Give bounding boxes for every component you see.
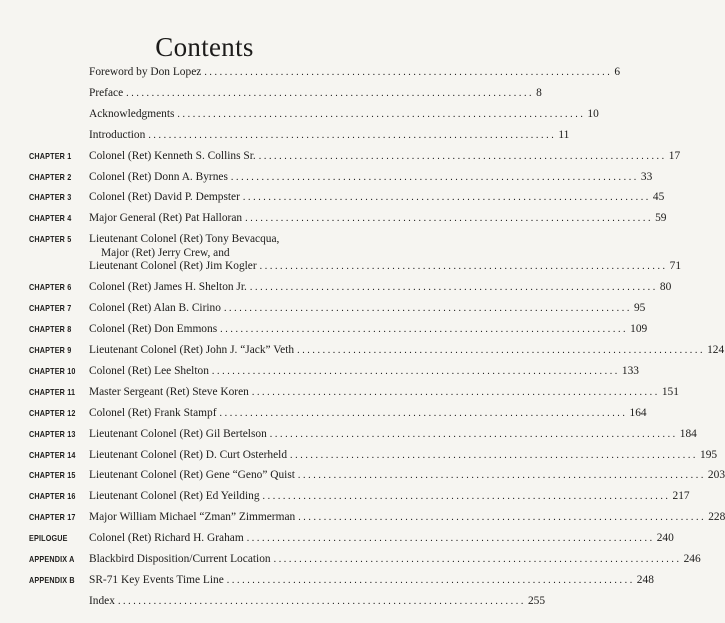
toc-page-number: 240 <box>656 532 674 545</box>
toc-entry <box>0 66 621 86</box>
toc-entry-title: Index <box>89 594 115 607</box>
toc-entry-title: Major General (Ret) Pat Halloran <box>89 212 243 225</box>
toc-entry <box>0 511 725 531</box>
toc-entry <box>0 281 672 301</box>
toc-page-number: 71 <box>669 260 682 273</box>
toc-entry-title: Foreword by Don Lopez <box>89 66 202 78</box>
toc-page-number: 195 <box>700 448 718 461</box>
toc-entry-label: CHAPTER 6 <box>29 283 72 293</box>
toc-entry-title: Lieutenant Colonel (Ret) John J. “Jack” Veth <box>89 344 295 356</box>
toc-page-number: 133 <box>621 364 639 377</box>
toc-page-number: 45 <box>652 191 665 204</box>
toc-entry <box>0 86 542 107</box>
toc-entry-title-line <box>89 594 546 608</box>
toc-entry <box>0 594 546 615</box>
toc-entry-title-line <box>89 66 621 79</box>
toc-entry-title: Lieutenant Colonel (Ret) Gil Bertelson <box>89 427 267 440</box>
toc-entry-title: SR-71 Key Events Time Line <box>89 573 224 586</box>
toc-page-number: 17 <box>668 149 681 162</box>
toc-entry <box>0 323 648 343</box>
toc-entry-title: Introduction <box>89 128 146 141</box>
toc-entry-label: CHAPTER 15 <box>29 471 76 481</box>
dot-leader: ................................................................................ <box>211 365 620 377</box>
toc-entry-title-line <box>89 385 679 399</box>
toc-entry-title-line <box>89 364 639 378</box>
dot-leader: ................................................................................ <box>117 595 526 607</box>
toc-entry-label: CHAPTER 13 <box>29 429 76 439</box>
dot-leader: ................................................................................ <box>226 574 635 586</box>
dot-leader: ................................................................................ <box>204 67 613 78</box>
toc-page-number: 6 <box>614 66 621 78</box>
toc-page-number: 151 <box>661 385 679 398</box>
toc-entry <box>0 212 667 232</box>
toc-entry-title-line <box>89 281 672 294</box>
toc-entry <box>0 191 665 211</box>
toc-entry <box>0 532 674 552</box>
dot-leader: ................................................................................ <box>148 129 557 141</box>
toc-entry-title-line <box>89 553 701 566</box>
toc-entry-title-line <box>89 107 599 121</box>
toc-page-number: 217 <box>672 490 690 503</box>
toc-entry-title: Colonel (Ret) Don Emmons <box>89 323 218 336</box>
toc-entry <box>0 427 697 448</box>
dot-leader: ................................................................................ <box>126 87 535 99</box>
toc-entry-title: Lieutenant Colonel (Ret) Tony Bevacqua, <box>89 233 280 246</box>
toc-entry-title: Lieutenant Colonel (Ret) Gene “Geno” Quist <box>89 469 295 482</box>
toc-page-number: 228 <box>708 511 725 524</box>
toc-entry-title-line <box>89 170 653 184</box>
dot-leader: ................................................................................ <box>251 386 660 398</box>
dot-leader: ................................................................................ <box>258 150 667 162</box>
toc-entry-title: Colonel (Ret) Richard H. Graham <box>89 532 244 545</box>
toc-page-number: 164 <box>629 406 647 419</box>
dot-leader: ................................................................................ <box>246 533 655 545</box>
toc-entry-title-line <box>89 344 725 357</box>
dot-leader: ................................................................................ <box>230 171 639 183</box>
dot-leader: ................................................................................ <box>298 512 707 524</box>
toc-page-number: 8 <box>536 86 542 99</box>
toc-entry-label: APPENDIX B <box>29 575 75 585</box>
toc-entry-label: CHAPTER 7 <box>29 304 72 314</box>
toc-page-number: 246 <box>683 553 701 565</box>
toc-entry-label: CHAPTER 8 <box>29 325 72 335</box>
toc-entry-label: CHAPTER 17 <box>29 513 76 523</box>
toc-entry-label: CHAPTER 14 <box>29 450 76 460</box>
toc-entry <box>0 573 654 594</box>
toc-entry-label: CHAPTER 11 <box>29 387 76 397</box>
toc-entry <box>0 385 679 406</box>
toc-entry-title: Colonel (Ret) Donn A. Byrnes <box>89 170 228 183</box>
toc-page-number: 124 <box>707 344 725 356</box>
toc-entry-label: CHAPTER 12 <box>29 408 76 418</box>
toc-entry-label: CHAPTER 5 <box>29 235 72 245</box>
toc-entry-title-line <box>89 191 665 204</box>
toc-entry-title: Lieutenant Colonel (Ret) Ed Yeilding <box>89 490 260 503</box>
toc-entry-title-line <box>89 406 647 420</box>
toc-entry-title: Blackbird Disposition/Current Location <box>89 553 271 565</box>
page-title: Contents <box>155 32 254 62</box>
toc-entry <box>0 344 725 364</box>
toc-entry <box>0 469 725 489</box>
toc-page-number: 109 <box>630 323 648 336</box>
toc-page-number: 203 <box>707 469 725 482</box>
toc-entry-title: Major (Ret) Jerry Crew, and <box>101 246 230 259</box>
toc-entry <box>0 107 599 128</box>
toc-entry-title: Lieutenant Colonel (Ret) Jim Kogler <box>89 260 257 273</box>
dot-leader: ................................................................................ <box>242 192 651 204</box>
toc-entry <box>0 233 682 273</box>
toc-entry-title: Master Sergeant (Ret) Steve Koren <box>89 385 249 398</box>
dot-leader: ................................................................................ <box>259 261 668 273</box>
toc-page-number: 184 <box>679 427 697 440</box>
dot-leader: ................................................................................ <box>297 345 706 356</box>
toc-entry-title-line <box>89 260 682 273</box>
dot-leader: ................................................................................ <box>220 324 629 336</box>
toc-entry-label: CHAPTER 9 <box>29 346 72 355</box>
toc-page-number: 95 <box>633 302 646 315</box>
toc-entry-title-line <box>89 573 654 587</box>
toc-entry-title: Major William Michael “Zman” Zimmerman <box>89 511 296 524</box>
toc-entry <box>0 364 639 385</box>
toc-entry-label: CHAPTER 4 <box>29 214 72 224</box>
dot-leader: ................................................................................ <box>262 491 671 503</box>
toc-page-number: 33 <box>640 170 653 183</box>
toc-entry <box>0 302 646 322</box>
dot-leader: ................................................................................ <box>269 428 678 440</box>
toc-entry-label: CHAPTER 3 <box>29 193 72 203</box>
toc-entry-title: Colonel (Ret) Kenneth S. Collins Sr. <box>89 149 256 162</box>
toc-entry <box>0 149 681 170</box>
toc-entry <box>0 448 718 469</box>
toc-entry-title-line <box>89 532 674 545</box>
toc-entry-title: Acknowledgments <box>89 107 175 120</box>
toc-entry-title-line <box>89 212 667 225</box>
toc-entry-label: EPILOGUE <box>29 534 68 544</box>
toc-entry-label: APPENDIX A <box>29 555 75 564</box>
dot-leader: ................................................................................ <box>273 554 682 565</box>
toc-page-number: 248 <box>636 573 654 586</box>
toc-entry <box>0 490 690 510</box>
toc-entry-label: CHAPTER 10 <box>29 366 76 376</box>
toc-entry-title-line <box>89 128 570 142</box>
dot-leader: ................................................................................ <box>297 470 706 482</box>
dot-leader: ................................................................................ <box>245 213 654 225</box>
toc-entry-title-line <box>89 149 681 163</box>
toc-entry <box>0 553 701 573</box>
toc-entry <box>0 128 570 149</box>
toc-entry-title-line <box>89 86 542 100</box>
toc-entry-title: Colonel (Ret) Frank Stampf <box>89 406 217 419</box>
toc-entry-label: CHAPTER 2 <box>29 172 72 182</box>
toc-entry-title-continued <box>89 233 372 246</box>
toc-entry-title: Preface <box>89 86 124 99</box>
toc-entry <box>0 406 647 427</box>
toc-entry-title-line <box>89 427 697 441</box>
dot-leader: ................................................................................ <box>249 282 658 294</box>
dot-leader: ................................................................................ <box>223 303 632 315</box>
toc-entry-title-line <box>89 490 690 503</box>
toc-entry-title-line <box>89 469 725 482</box>
dot-leader: ................................................................................ <box>177 108 586 120</box>
toc-entry-title: Lieutenant Colonel (Ret) D. Curt Osterheld <box>89 448 288 461</box>
toc-entry-label: CHAPTER 16 <box>29 492 76 502</box>
toc-entry-title-continued <box>101 247 384 260</box>
toc-entry-title: Colonel (Ret) Lee Shelton <box>89 364 209 377</box>
toc-entry-title-line <box>89 448 718 462</box>
dot-leader: ................................................................................ <box>219 407 628 419</box>
toc-page-number: 11 <box>558 128 570 141</box>
toc-entry-title: Colonel (Ret) James H. Shelton Jr. <box>89 281 247 294</box>
toc-entry-title: Colonel (Ret) Alan B. Cirino <box>89 302 221 315</box>
toc-entry <box>0 170 653 191</box>
toc-entry-title-line <box>89 323 648 336</box>
toc-page-number: 10 <box>587 107 599 120</box>
toc-entry-label: CHAPTER 1 <box>29 151 72 161</box>
toc-entry-title: Colonel (Ret) David P. Dempster <box>89 191 240 204</box>
toc-page-number: 80 <box>659 281 672 294</box>
toc-page-number: 59 <box>655 212 667 225</box>
toc-entry-title-line <box>89 302 646 315</box>
toc-page-number: 255 <box>527 594 546 607</box>
dot-leader: ................................................................................ <box>290 449 699 461</box>
toc-entry-title-line <box>89 511 725 524</box>
